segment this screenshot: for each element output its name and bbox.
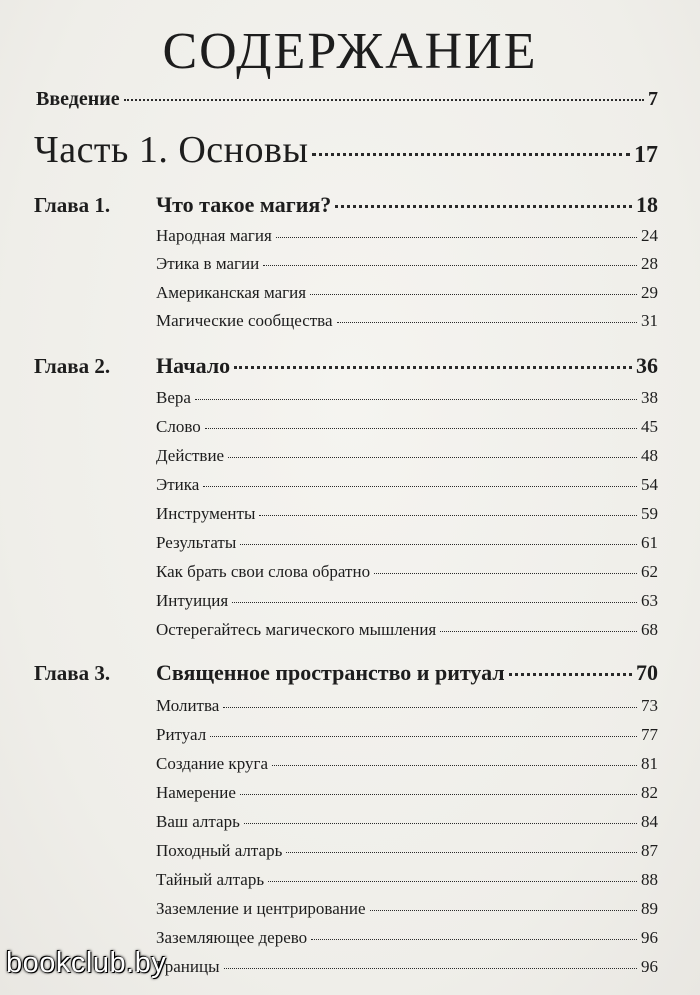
dot-leader	[124, 99, 644, 101]
toc-page-number: 29	[641, 283, 658, 302]
section-title: Слово	[156, 417, 201, 436]
toc-page-number: 62	[641, 562, 658, 581]
dot-leader	[276, 237, 637, 238]
toc-entry-section	[156, 620, 658, 640]
toc-page-number: 87	[641, 841, 658, 860]
section-title: Этика	[156, 475, 200, 494]
section-title: Молитва	[156, 696, 220, 715]
toc-entry-section	[156, 254, 658, 274]
toc-page-number: 96	[641, 957, 658, 976]
section-title: Походный алтарь	[156, 841, 283, 860]
toc-page-number: 24	[641, 226, 658, 245]
toc-entry-chapter	[156, 660, 658, 686]
toc-entry-chapter	[156, 192, 658, 218]
section-title: Границы	[156, 957, 220, 976]
toc-entry-section	[156, 446, 658, 466]
dot-leader	[370, 910, 637, 911]
chapter-number: Глава 3.	[34, 661, 111, 685]
toc-page-number: 70	[636, 660, 658, 685]
dot-leader	[232, 602, 637, 603]
toc-page-number: 17	[634, 142, 658, 168]
dot-leader	[509, 673, 632, 676]
toc-entry-section	[156, 812, 658, 832]
dot-leader	[195, 399, 637, 400]
toc-entry-section	[156, 533, 658, 553]
toc-entry-section	[156, 226, 658, 246]
toc-entry-section	[156, 870, 658, 890]
toc-entry-section	[156, 311, 658, 331]
toc-entry-section	[156, 754, 658, 774]
dot-leader	[272, 765, 637, 766]
toc-page-number: 38	[641, 388, 658, 407]
toc-entry-section	[156, 841, 658, 861]
toc-entry-section	[156, 899, 658, 919]
section-title: Тайный алтарь	[156, 870, 265, 889]
section-title: Интуиция	[156, 591, 229, 610]
toc-entry-intro	[36, 88, 658, 111]
dot-leader	[440, 631, 637, 632]
toc-page-number: 59	[641, 504, 658, 523]
section-title: Заземление и центрирование	[156, 899, 366, 918]
section-title: Ритуал	[156, 725, 207, 744]
dot-leader	[312, 153, 630, 156]
page-title: СОДЕРЖАНИЕ	[162, 23, 538, 80]
toc-page-number: 89	[641, 899, 658, 918]
chapter-number: Глава 1.	[34, 193, 111, 217]
toc-page-number: 54	[641, 475, 658, 494]
dot-leader	[310, 294, 637, 295]
toc-entry-section	[156, 417, 658, 437]
dot-leader	[337, 322, 637, 323]
section-title: Инструменты	[156, 504, 256, 523]
dot-leader	[203, 486, 637, 487]
dot-leader	[240, 794, 637, 795]
toc-entry-section	[156, 562, 658, 582]
section-title: Народная магия	[156, 226, 272, 245]
toc-page-number: 82	[641, 783, 658, 802]
section-title: Вера	[156, 388, 191, 407]
dot-leader	[268, 881, 637, 882]
toc-page-number: 96	[641, 928, 658, 947]
part-heading: Часть 1. Основы	[34, 129, 309, 171]
toc-entry-section	[156, 783, 658, 803]
toc-page-number: 81	[641, 754, 658, 773]
toc-entry-section	[156, 696, 658, 716]
section-title: Действие	[156, 446, 225, 465]
section-title: Американская магия	[156, 283, 307, 302]
toc-entry-section	[156, 283, 658, 303]
chapter-title: Начало	[156, 353, 231, 378]
dot-leader	[224, 968, 637, 969]
toc-page-number: 18	[636, 192, 658, 217]
toc-page-number: 68	[641, 620, 658, 639]
section-title: Как брать свои слова обратно	[156, 562, 371, 581]
section-title: Ваш алтарь	[156, 812, 240, 831]
toc-page-number: 84	[641, 812, 658, 831]
dot-leader	[335, 205, 632, 208]
toc-page-number: 48	[641, 446, 658, 465]
toc-page-number: 7	[648, 88, 658, 110]
toc-entry-section	[156, 591, 658, 611]
dot-leader	[234, 366, 632, 369]
section-title: Этика в магии	[156, 254, 260, 273]
dot-leader	[259, 515, 637, 516]
toc-page-number: 36	[636, 353, 658, 378]
dot-leader	[374, 573, 637, 574]
dot-leader	[311, 939, 637, 940]
dot-leader	[286, 852, 637, 853]
section-title: Намерение	[156, 783, 236, 802]
toc-page-number: 28	[641, 254, 658, 273]
toc-entry-section	[156, 928, 658, 948]
toc-page-number: 77	[641, 725, 658, 744]
dot-leader	[223, 707, 637, 708]
toc-entry-label: Введение	[36, 88, 120, 110]
section-title: Магические сообщества	[156, 311, 333, 330]
section-title: Создание круга	[156, 754, 268, 773]
toc-entry-part	[34, 128, 658, 172]
toc-page-number: 88	[641, 870, 658, 889]
toc-page-number: 31	[641, 311, 658, 330]
dot-leader	[263, 265, 637, 266]
watermark-logo: bookclub.by	[6, 947, 167, 979]
dot-leader	[244, 823, 637, 824]
toc-page-number: 73	[641, 696, 658, 715]
chapter-title: Что такое магия?	[156, 192, 332, 217]
toc-entry-section	[156, 725, 658, 745]
dot-leader	[228, 457, 637, 458]
toc-entry-section	[156, 475, 658, 495]
toc-entry-section	[156, 388, 658, 408]
toc-page-number: 63	[641, 591, 658, 610]
chapter-number: Глава 2.	[34, 354, 111, 378]
dot-leader	[210, 736, 637, 737]
dot-leader	[240, 544, 637, 545]
dot-leader	[205, 428, 637, 429]
section-title: Результаты	[156, 533, 237, 552]
toc-entry-section	[156, 504, 658, 524]
toc-entry-section	[156, 957, 658, 977]
toc-page-number: 45	[641, 417, 658, 436]
toc-page-number: 61	[641, 533, 658, 552]
chapter-title: Священное пространство и ритуал	[156, 660, 505, 685]
toc-entry-chapter	[156, 353, 658, 379]
section-title: Заземляющее дерево	[156, 928, 308, 947]
section-title: Остерегайтесь магического мышления	[156, 620, 437, 639]
